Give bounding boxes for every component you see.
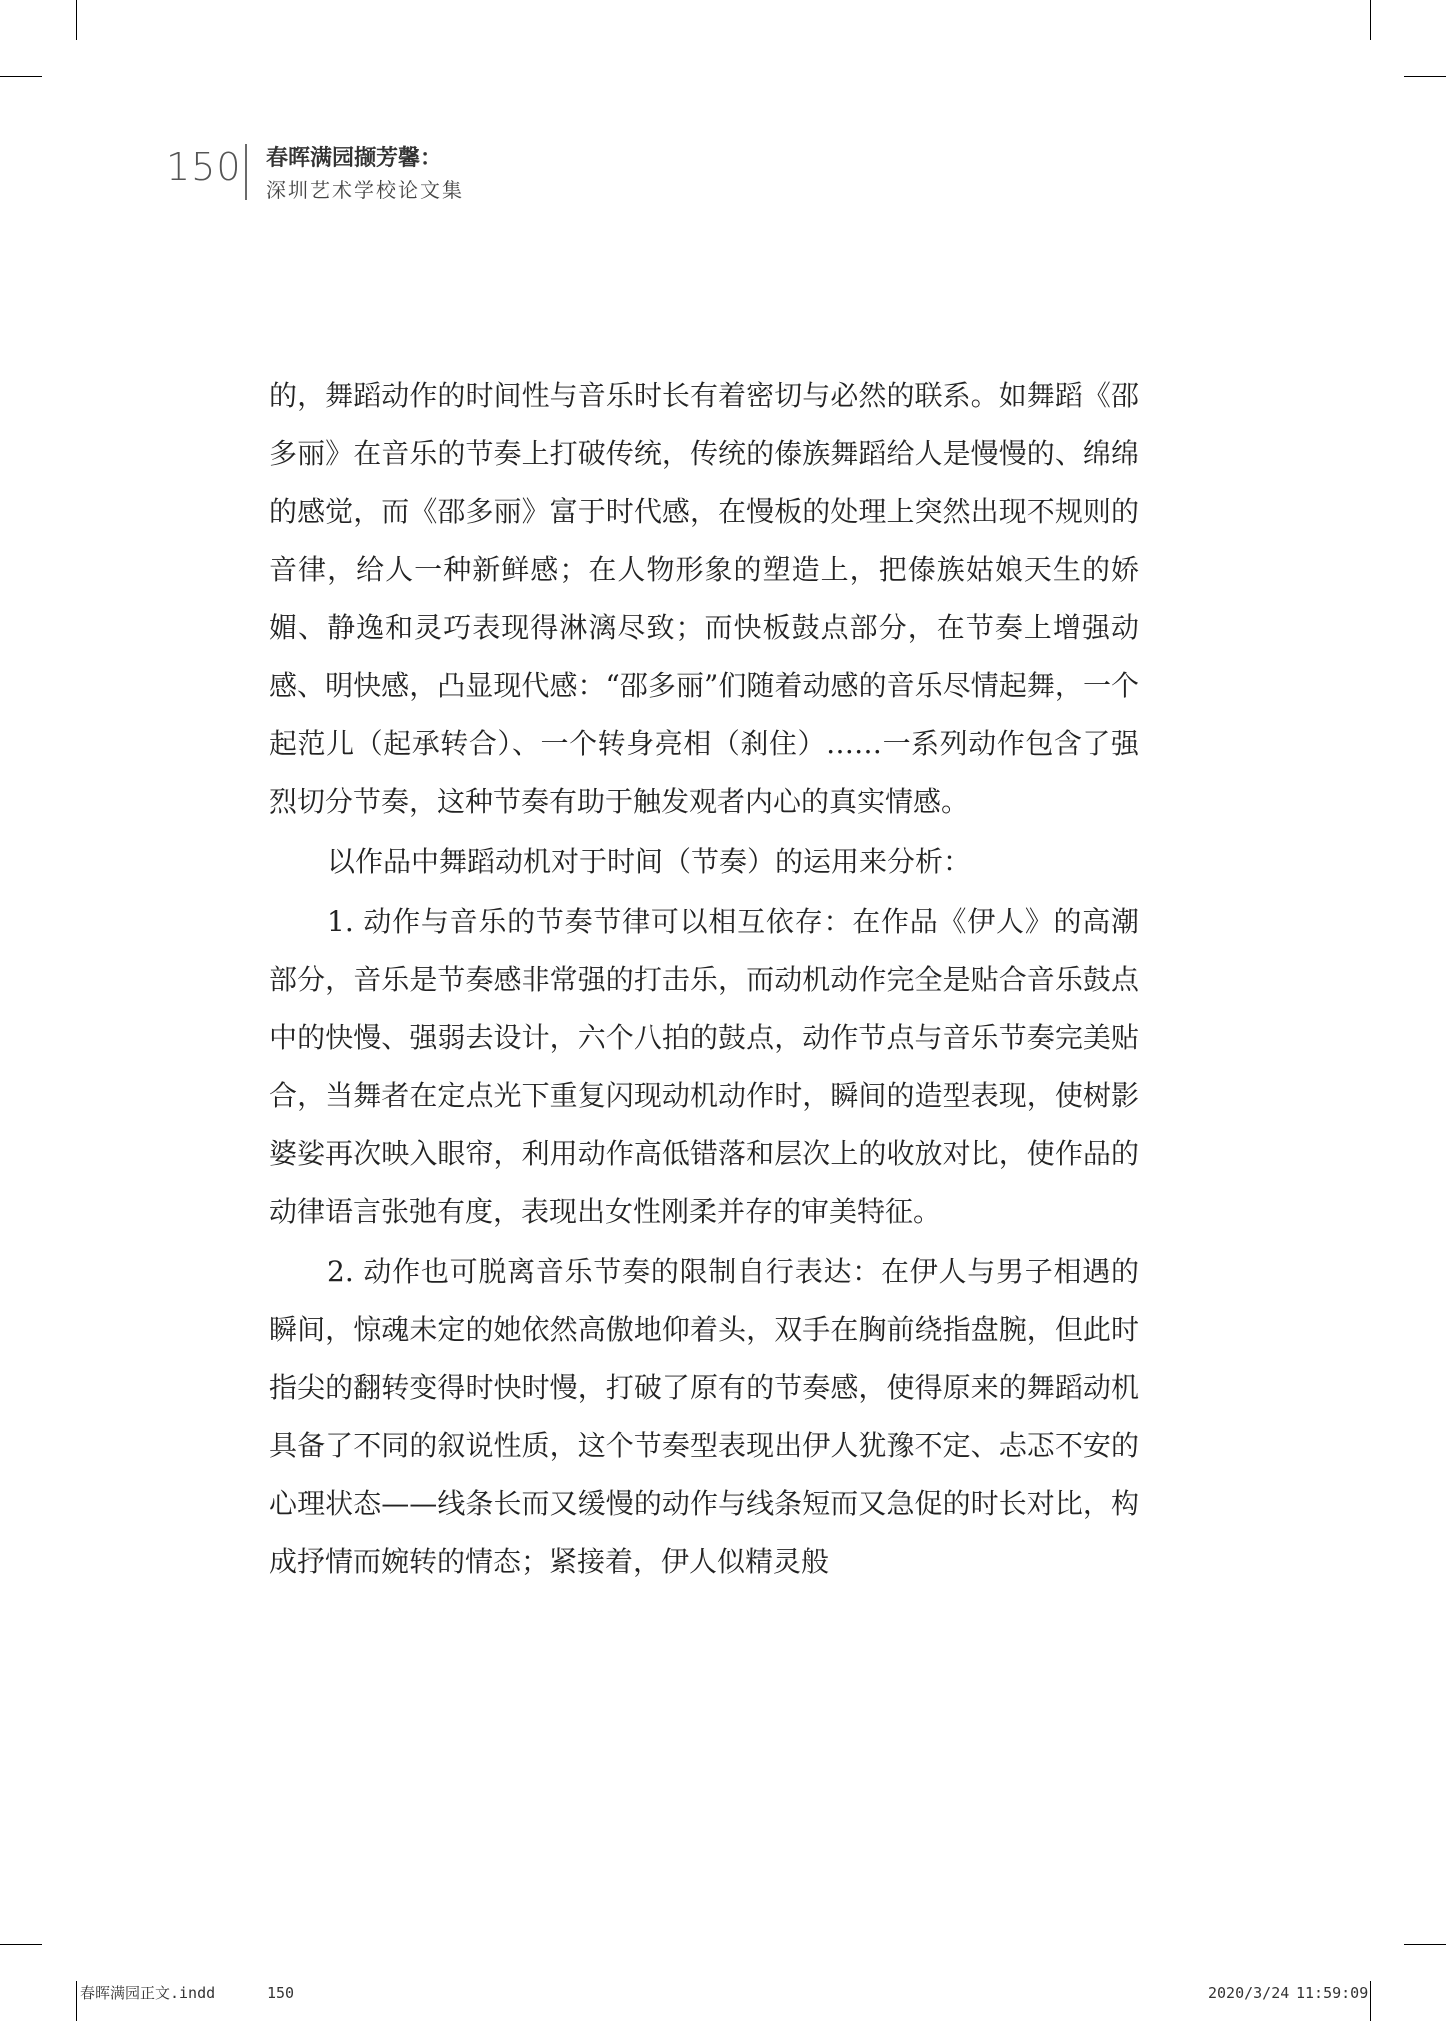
slug-time: 11:59:09 [1296, 1984, 1369, 2002]
paragraph-analysis-intro: 以作品中舞蹈动机对于时间（节奏）的运用来分析： [327, 845, 972, 878]
crop-mark-top-right-horizontal [1404, 76, 1446, 77]
slug-date: 2020/3/24 [1208, 1984, 1290, 2002]
paragraph-continuation: 的，舞蹈动作的时间性与音乐时长有着密切与必然的联系。如舞蹈《邵多丽》在音乐的节奏上打破传统，传统的傣族舞蹈给人是慢慢的、绵绵的感觉，而《邵多丽》富于时代感，在慢板的处理上突然出现不规则的音律，给人一种新鲜感；在人物形象的塑造上，把傣族姑娘天生的娇媚、静逸和灵巧表现得淋漓尽致；而快板鼓点部分，在节奏上增强动感、明快感，凸显现代感：“邵多丽”们随着动感的音乐尽情起舞，一个起范儿（起承转合）、一个转身亮相（刹住）……一系列动作包含了强烈切分节奏，这种节奏有助于触发观者内心的真实情感。 [269, 379, 1139, 818]
paragraph-point-1: 1. 动作与音乐的节奏节律可以相互依存：在作品《伊人》的高潮部分，音乐是节奏感非常强的打击乐，而动机动作完全是贴合音乐鼓点中的快慢、强弱去设计，六个八拍的鼓点，动作节点与音乐节奏完美贴合，当舞者在定点光下重复闪现动机动作时，瞬间的造型表现，使树影婆娑再次映入眼帘，利用动作高低错落和层次上的收放对比，使作品的动律语言张弛有度，表现出女性刚柔并存的审美特征。 [269, 905, 1139, 1228]
crop-mark-top-right [1370, 0, 1371, 40]
body-text [269, 367, 1139, 1591]
slug-page: 150 [267, 1984, 295, 2002]
book-title: 春晖满园撷芳馨： [266, 146, 443, 171]
page-number: 150 [166, 145, 242, 189]
crop-mark-bottom-left-horizontal [0, 1944, 42, 1945]
crop-mark-bottom-right [1370, 1981, 1371, 2021]
paragraph-point-2: 2. 动作也可脱离音乐节奏的限制自行表达：在伊人与男子相遇的瞬间，惊魂未定的她依然高傲地仰着头，双手在胸前绕指盘腕，但此时指尖的翻转变得时快时慢，打破了原有的节奏感，使得原来的舞蹈动机具备了不同的叙说性质，这个节奏型表现出伊人犹豫不定、忐忑不安的心理状态——线条长而又缓慢的动作与线条短而又急促的时长对比，构成抒情而婉转的情态；紧接着，伊人似精灵般 [269, 1255, 1139, 1578]
crop-mark-top-left-horizontal [0, 76, 42, 77]
book-subtitle: 深圳艺术学校论文集 [266, 178, 464, 202]
header-divider [245, 144, 247, 200]
crop-mark-bottom-right-horizontal [1404, 1944, 1446, 1945]
slug-file-name: 春晖满园正文.indd [80, 1984, 216, 2002]
crop-mark-bottom-left [76, 1981, 77, 2021]
crop-mark-top-left [76, 0, 77, 40]
